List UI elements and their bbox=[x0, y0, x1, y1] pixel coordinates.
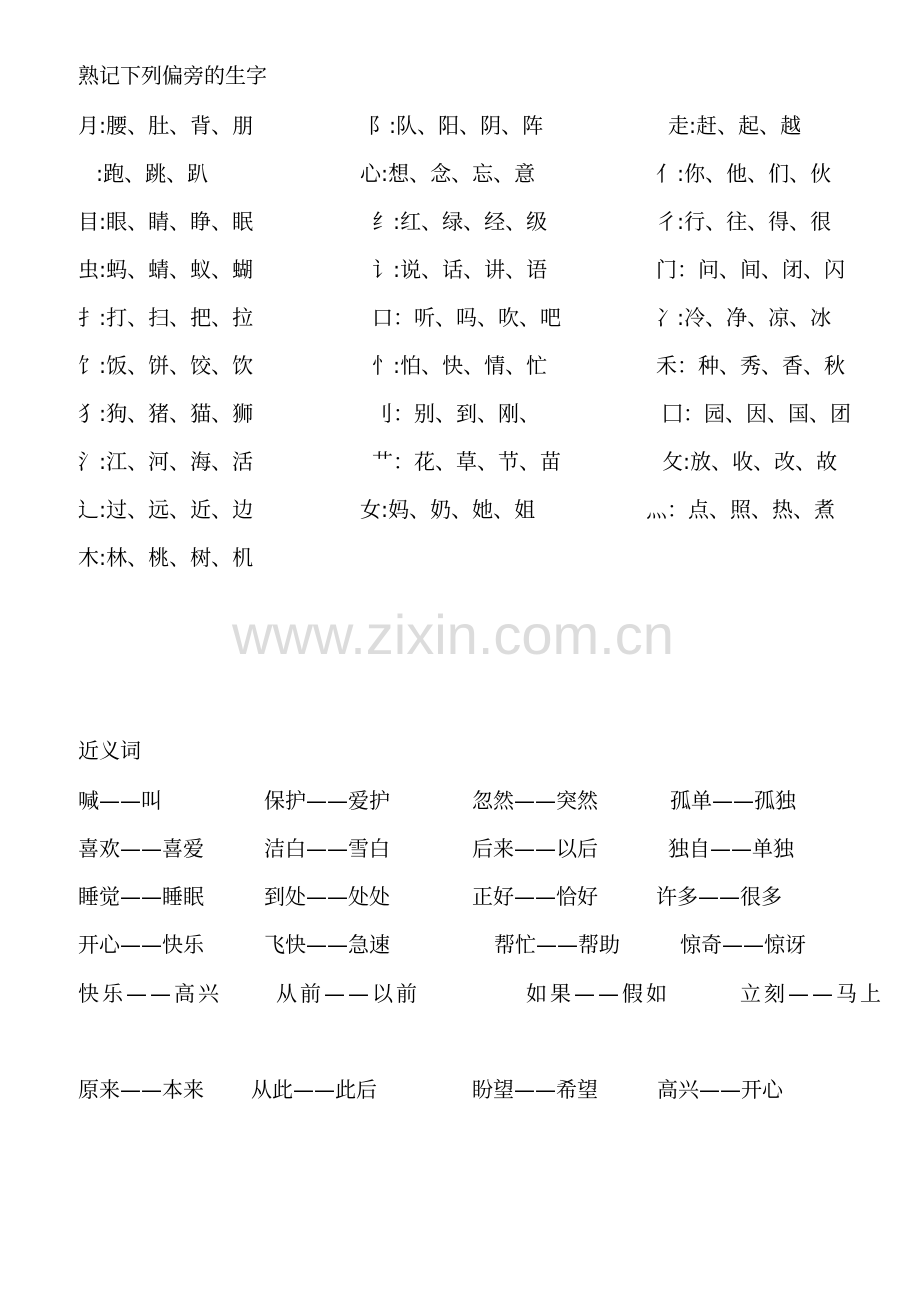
radical-entry: 门：问、间、闭、闪 bbox=[656, 258, 845, 282]
radical-entry: 艹：花、草、节、苗 bbox=[372, 450, 561, 474]
synonym-pair: 立刻——马上 bbox=[740, 982, 884, 1006]
synonym-pair: 从前——以前 bbox=[276, 982, 420, 1006]
synonym-pair: 喊——叫 bbox=[78, 789, 162, 813]
synonym-pair: 独自——单独 bbox=[668, 837, 794, 861]
synonym-pair: 保护——爱护 bbox=[264, 789, 390, 813]
radical-entry: 讠:说、话、讲、语 bbox=[372, 258, 548, 282]
synonym-pair: 喜欢——喜爱 bbox=[78, 837, 204, 861]
radical-entry: 纟:红、绿、经、级 bbox=[372, 210, 548, 234]
section-title-synonyms: 近义词 bbox=[78, 739, 141, 763]
synonym-pair: 洁白——雪白 bbox=[264, 837, 390, 861]
radical-entry: 攵:放、收、改、故 bbox=[662, 450, 838, 474]
radical-entry: 囗：园、因、国、团 bbox=[662, 402, 851, 426]
radical-entry: 女:妈、奶、她、姐 bbox=[360, 498, 536, 522]
radical-entry: 月:腰、肚、背、朋 bbox=[78, 114, 254, 138]
synonym-pair: 到处——处处 bbox=[264, 885, 390, 909]
synonym-pair: 后来——以后 bbox=[472, 837, 598, 861]
radical-entry: 心:想、念、忘、意 bbox=[360, 162, 536, 186]
synonym-pair: 开心——快乐 bbox=[78, 933, 204, 957]
synonym-pair: 帮忙——帮助 bbox=[494, 933, 620, 957]
synonym-pair: 高兴——开心 bbox=[657, 1078, 783, 1102]
watermark-text: www.zixin.com.cn bbox=[232, 603, 674, 666]
radical-entry: 辶:过、远、近、边 bbox=[78, 498, 254, 522]
radical-entry: 冫:冷、净、凉、冰 bbox=[656, 306, 832, 330]
synonym-pair: 忽然——突然 bbox=[472, 789, 598, 813]
synonym-pair: 原来——本来 bbox=[78, 1078, 204, 1102]
synonym-pair: 孤单——孤独 bbox=[670, 789, 796, 813]
radical-entry: 阝:队、阳、阴、阵 bbox=[368, 114, 544, 138]
radical-entry: :跑、跳、趴 bbox=[96, 162, 209, 186]
radical-entry: 忄:怕、快、情、忙 bbox=[372, 354, 548, 378]
radical-entry: 虫:蚂、蜻、蚁、蝴 bbox=[78, 258, 254, 282]
synonym-pair: 睡觉——睡眠 bbox=[78, 885, 204, 909]
synonym-pair: 惊奇——惊讶 bbox=[680, 933, 806, 957]
radical-entry: 犭:狗、猪、猫、狮 bbox=[78, 402, 254, 426]
section-title-radicals: 熟记下列偏旁的生字 bbox=[78, 64, 267, 88]
radical-entry: 走:赶、起、越 bbox=[668, 114, 802, 138]
synonym-pair: 盼望——希望 bbox=[472, 1078, 598, 1102]
radical-entry: 禾：种、秀、香、秋 bbox=[656, 354, 845, 378]
radical-entry: 饣:饭、饼、饺、饮 bbox=[78, 354, 254, 378]
synonym-pair: 飞快——急速 bbox=[264, 933, 390, 957]
synonym-pair: 如果——假如 bbox=[526, 982, 670, 1006]
radical-entry: 扌:打、扫、把、拉 bbox=[78, 306, 254, 330]
synonym-pair: 许多——很多 bbox=[656, 885, 782, 909]
radical-entry: 灬：点、照、热、煮 bbox=[646, 498, 835, 522]
radical-entry: 彳:行、往、得、很 bbox=[656, 210, 832, 234]
radical-entry: 口：听、吗、吹、吧 bbox=[372, 306, 561, 330]
synonym-pair: 快乐——高兴 bbox=[78, 982, 222, 1006]
radical-entry: 木:林、桃、树、机 bbox=[78, 546, 254, 570]
radical-entry: 亻:你、他、们、伙 bbox=[656, 162, 832, 186]
synonym-pair: 正好——恰好 bbox=[472, 885, 598, 909]
radical-entry: 氵:江、河、海、活 bbox=[78, 450, 254, 474]
radical-entry: 目:眼、睛、睁、眠 bbox=[78, 210, 254, 234]
radical-entry: 刂：别、到、刚、 bbox=[372, 402, 540, 426]
synonym-pair: 从此——此后 bbox=[251, 1078, 377, 1102]
